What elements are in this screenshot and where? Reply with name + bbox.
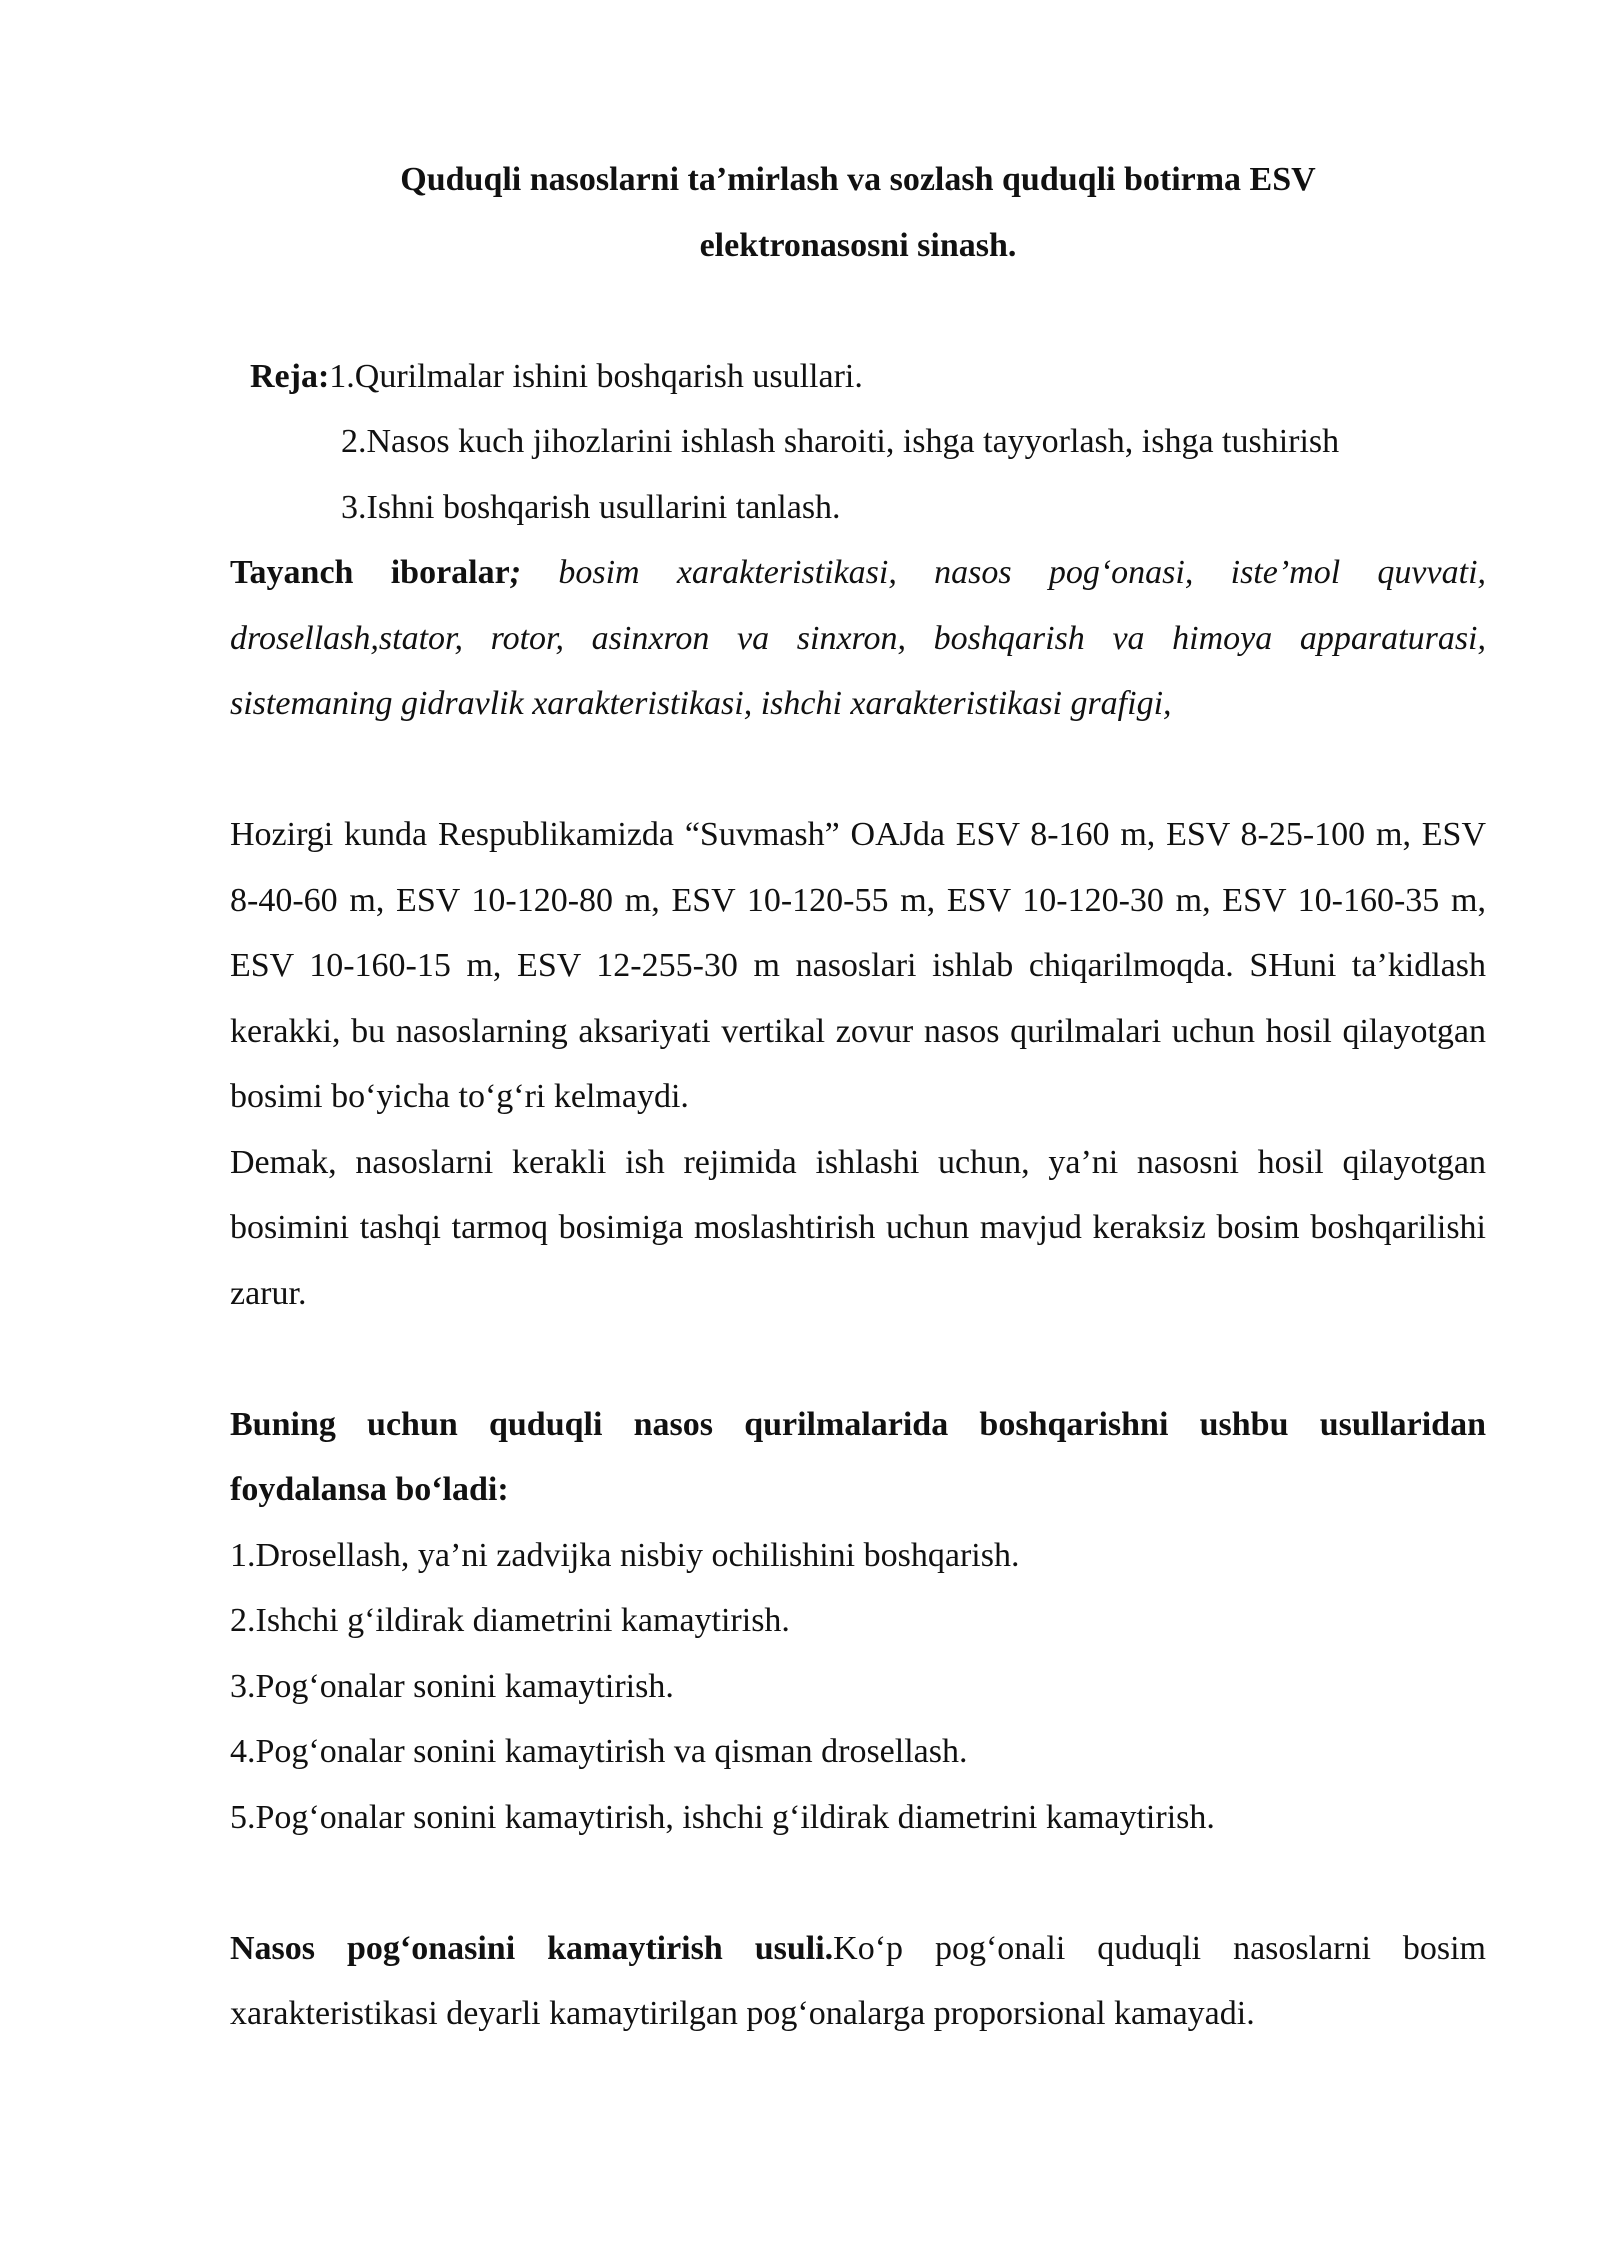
final-heading: Nasos pog‘onasini kamaytirish usuli. <box>230 1929 834 1967</box>
final-text: Ko‘p pog‘onali quduqli nasoslarni bosim xarakteristikasi deyarli kamaytirilgan pog‘onalarga proporsional kamayadi. <box>230 1929 1486 2032</box>
document-title <box>220 147 1496 278</box>
keywords-text: bosim xarakteristikasi, nasos pog‘onasi, iste’mol quvvati, drosellash,stator, rotor, asinxron va sinxron, boshqarish va himoya apparaturasi, sistemaning gidravlik xarakteristikasi, ishchi xarakteristikasi grafigi, <box>230 554 1487 722</box>
intro-paragraph: Hozirgi kunda Respublikamizda “Suvmash” OAJda ESV 8-160 m, ESV 8-25-100 m, ESV 8-40-60 m, ESV 10-120-80 m, ESV 10-120-55 m, ESV 10-120-30 m, ESV 10-160-35 m, ESV 10-160-15 m, ESV 12-255-30 m nasoslari ishlab chiqarilmoqda. SHuni ta’kidlash kerakki, bu nasoslarning aksariyati vertikal zovur nasos qurilmalari uchun hosil qilayotgan bosimi bo‘yicha to‘g‘ri kelmaydi. <box>230 816 1486 1115</box>
blank-line <box>230 1850 1486 1916</box>
list-item: 1.Drosellash, ya’ni zadvijka nisbiy ochilishini boshqarish. <box>230 1536 1020 1574</box>
keywords-label: Tayanch iboralar <box>230 554 510 591</box>
blank-line <box>230 278 1486 344</box>
methods-heading: Buning uchun quduqli nasos qurilmalarida boshqarishni ushbu usullaridan foydalansa bo‘ladi: <box>230 1405 1486 1508</box>
conclusion-paragraph: Demak, nasoslarni kerakli ish rejimida ishlashi uchun, ya’ni nasosni hosil qilayotgan bosimini tashqi tarmoq bosimiga moslashtirish uchun mavjud keraksiz bosim boshqarilishi zarur. <box>230 1143 1486 1312</box>
keywords-paragraph <box>230 540 1486 737</box>
title-line-2: elektronasosni sinash. <box>699 226 1017 264</box>
blank-line <box>230 737 1486 803</box>
plan-label: Reja: <box>250 357 330 395</box>
final-paragraph <box>230 1916 1486 2047</box>
list-item: 3.Pog‘onalar sonini kamaytirish. <box>230 1667 674 1705</box>
plan-item-1-text: 1.Qurilmalar ishini boshqarish usullari. <box>329 357 863 395</box>
plan-item-2: 2.Nasos kuch jihozlarini ishlash sharoiti, ishga tayyorlash, ishga tushirish <box>341 423 1340 460</box>
list-item: 2.Ishchi g‘ildirak diametrini kamaytirish. <box>230 1602 790 1639</box>
list-item: 4.Pog‘onalar sonini kamaytirish va qisman drosellash. <box>230 1733 968 1770</box>
blank-line <box>230 1326 1486 1392</box>
title-line-1: Quduqli nasoslarni ta’mirlash va sozlash quduqli botirma ESV <box>400 161 1316 198</box>
plan-item-1 <box>230 344 1486 410</box>
plan-section <box>230 344 1486 541</box>
list-item: 5.Pog‘onalar sonini kamaytirish, ishchi g‘ildirak diametrini kamaytirish. <box>230 1798 1215 1836</box>
methods-list <box>230 1523 1486 1851</box>
keywords-separator: ; <box>509 554 522 591</box>
plan-item-3: 3.Ishni boshqarish usullarini tanlash. <box>341 488 841 526</box>
